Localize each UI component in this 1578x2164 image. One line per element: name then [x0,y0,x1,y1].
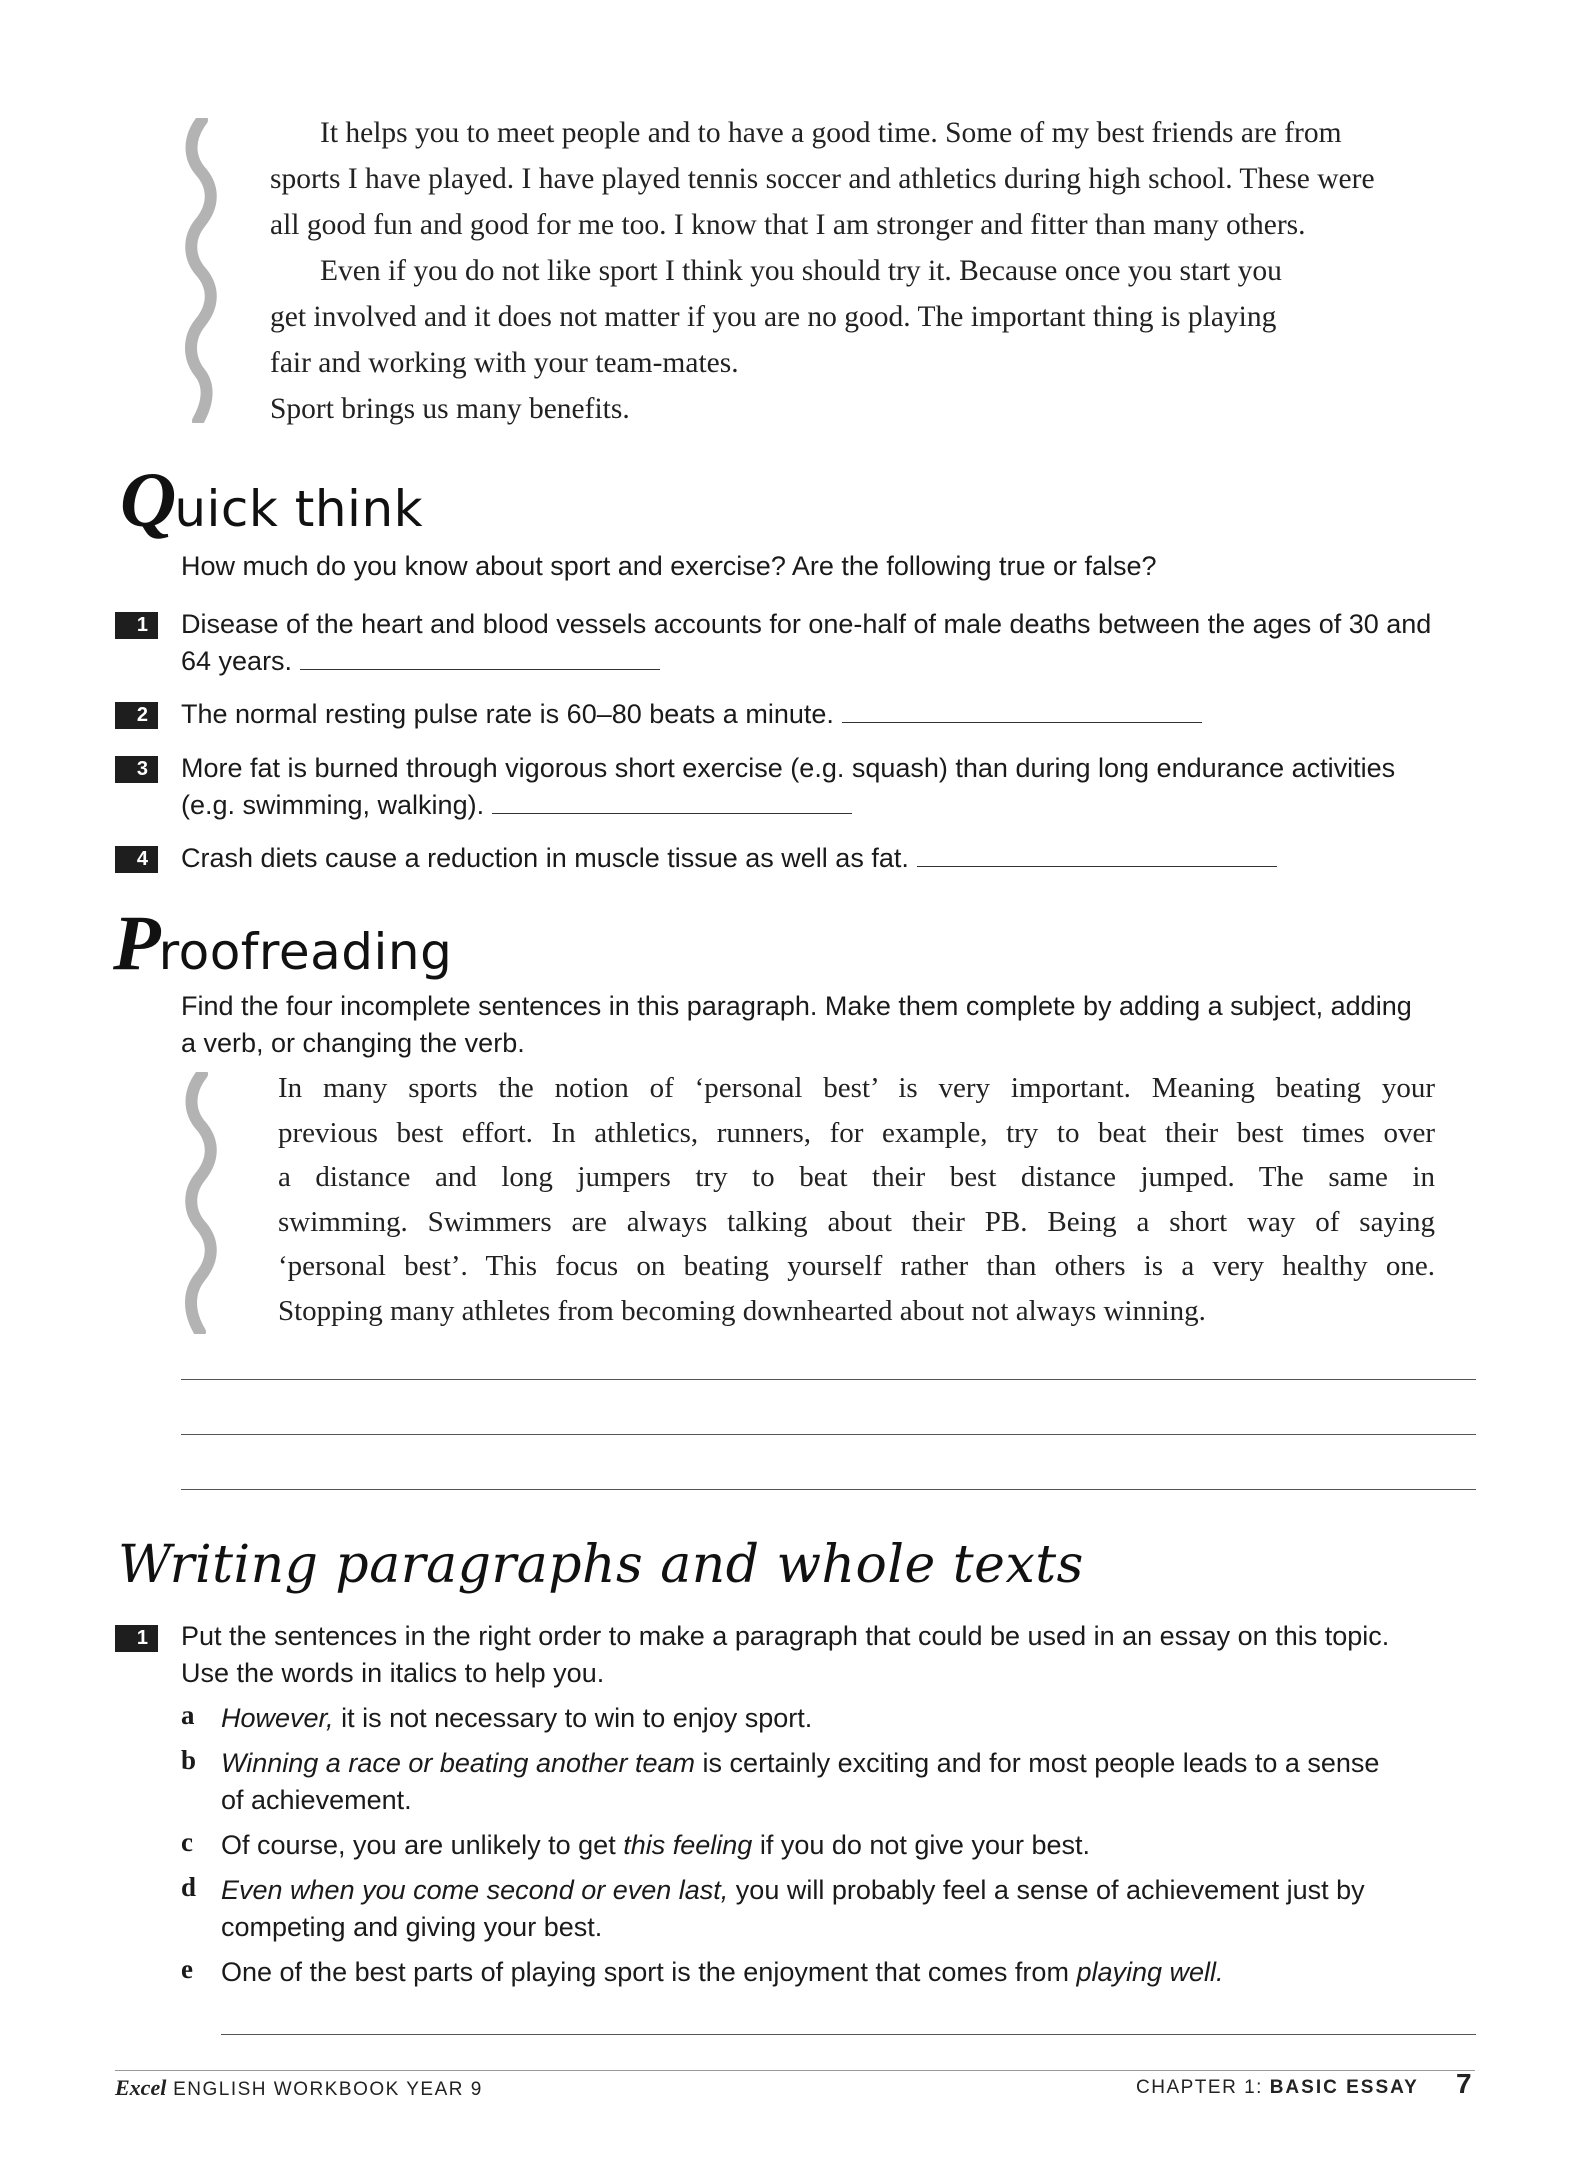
sentence-text-line2: of achievement. [221,1785,412,1815]
item-letter: e [181,1954,193,1984]
passage-line: get involved and it does not matter if you are no good. The important thing is playing [270,301,1277,333]
squiggle-decoration [180,1072,220,1334]
writing-line[interactable] [181,1434,1476,1435]
section-heading-quick-think [120,455,423,545]
passage-line: Sport brings us many benefits. [270,393,630,425]
item-letter: d [181,1872,197,1902]
heading-rest: uick think [174,480,424,538]
footer-book-title [115,2075,483,2101]
question-text: Put the sentences in the right order to make a paragraph that could be used in an essay on this topic. [181,1621,1390,1651]
sentence-c [221,1827,1090,1864]
sentence-text: Of course, you are unlikely to get [221,1830,624,1860]
question-number: 4 [115,846,158,873]
passage-line: previous best effort. In athletics, runners, for example, try to beat their best times over [278,1116,1435,1149]
italic-cue: Winning a race or beating another team [221,1748,696,1778]
question-text-line2: (e.g. swimming, walking). [181,787,1491,824]
sentence-text: One of the best parts of playing sport is the enjoyment that comes from [221,1957,1077,1987]
sentence-b [221,1745,1481,1819]
instruction-line: a verb, or changing the verb. [181,1028,525,1058]
passage-line: swimming. Swimmers are always talking about their PB. Being a short way of saying [278,1205,1435,1238]
passage-line: ‘personal best’. This focus on beating yourself rather than others is a very healthy one. [278,1250,1435,1282]
sentence-a [221,1700,812,1737]
question-number: 3 [115,756,158,783]
passage-line: It helps you to meet people and to have a good time. Some of my best friends are from [320,117,1342,149]
sentence-d [221,1872,1481,1946]
passage-line: a distance and long jumpers try to beat their best distance jumped. The same in [278,1161,1435,1193]
answer-blank[interactable] [300,645,660,670]
question-text: Crash diets cause a reduction in muscle tissue as well as fat. [181,843,909,873]
sentence-text: if you do not give your best. [752,1830,1091,1860]
writing-line[interactable] [221,2034,1476,2035]
question-number: 2 [115,702,158,729]
question-number: 1 [115,612,158,639]
question-2 [181,696,1481,733]
page-number: 7 [1456,2068,1472,2099]
proofreading-instructions [181,988,1501,1062]
section-heading-proofreading [113,898,452,988]
italic-cue: Even when you come second or even last, [221,1875,729,1905]
passage-line: fair and working with your team-mates. [270,347,739,379]
sentence-e [221,1954,1224,1991]
writing-line[interactable] [181,1489,1476,1490]
squiggle-decoration [180,118,220,423]
question-text: The normal resting pulse rate is 60–80 beats a minute. [181,699,834,729]
chapter-name: BASIC ESSAY [1269,2077,1419,2098]
proofreading-passage [278,1066,1435,1333]
heading-initial: Q [120,456,175,543]
answer-blank[interactable] [917,842,1277,867]
brand-logo: Excel [115,2075,167,2100]
sentence-text: it is not necessary to win to enjoy sport. [333,1703,813,1733]
heading-rest: roofreading [158,923,453,981]
sentence-text-line2: competing and giving your best. [221,1912,603,1942]
instruction-line: Find the four incomplete sentences in this paragraph. Make them complete by adding a subject, adding [181,991,1412,1021]
heading-initial: P [113,899,159,986]
sentence-text: is certainly exciting and for most people leads to a sense [695,1748,1380,1778]
story-passage [270,110,1435,432]
italic-cue: playing well. [1076,1957,1224,1987]
question-text: More fat is burned through vigorous short exercise (e.g. squash) than during long endurance activities [181,753,1396,783]
section-heading-writing: Writing paragraphs and whole texts [118,1535,1084,1595]
footer-chapter [1136,2077,1419,2099]
question-3 [181,750,1491,824]
question-number: 1 [115,1625,158,1652]
passage-line: all good fun and good for me too. I know that I am stronger and fitter than many others. [270,209,1306,241]
sentence-text: you will probably feel a sense of achievement just by [728,1875,1365,1905]
chapter-prefix: CHAPTER 1: [1136,2077,1270,2098]
item-letter: b [181,1745,197,1775]
question-1 [181,606,1481,680]
passage-line: Stopping many athletes from becoming downhearted about not always winning. [278,1294,1206,1327]
passage-line: Even if you do not like sport I think you should try it. Because once you start you [320,255,1282,287]
question-text-line2: 64 years. [181,643,1481,680]
italic-cue: However, [221,1703,334,1733]
item-letter: a [181,1700,195,1730]
passage-line: sports I have played. I have played tennis soccer and athletics during high school. These were [270,163,1375,195]
answer-blank[interactable] [492,789,852,814]
answer-blank[interactable] [842,698,1202,723]
book-title: ENGLISH WORKBOOK YEAR 9 [173,2079,483,2100]
question-4 [181,840,1481,877]
writing-question [181,1618,1501,1692]
footer-divider [115,2070,1475,2071]
passage-line: In many sports the notion of ‘personal best’ is very important. Meaning beating your [278,1072,1435,1104]
question-text: Disease of the heart and blood vessels accounts for one-half of male deaths between the ages of 30 and [181,609,1432,639]
italic-cue: this feeling [623,1830,753,1860]
writing-line[interactable] [181,1379,1476,1380]
item-letter: c [181,1827,193,1857]
question-text-line2: Use the words in italics to help you. [181,1658,605,1688]
quick-think-intro: How much do you know about sport and exercise? Are the following true or false? [181,551,1157,581]
